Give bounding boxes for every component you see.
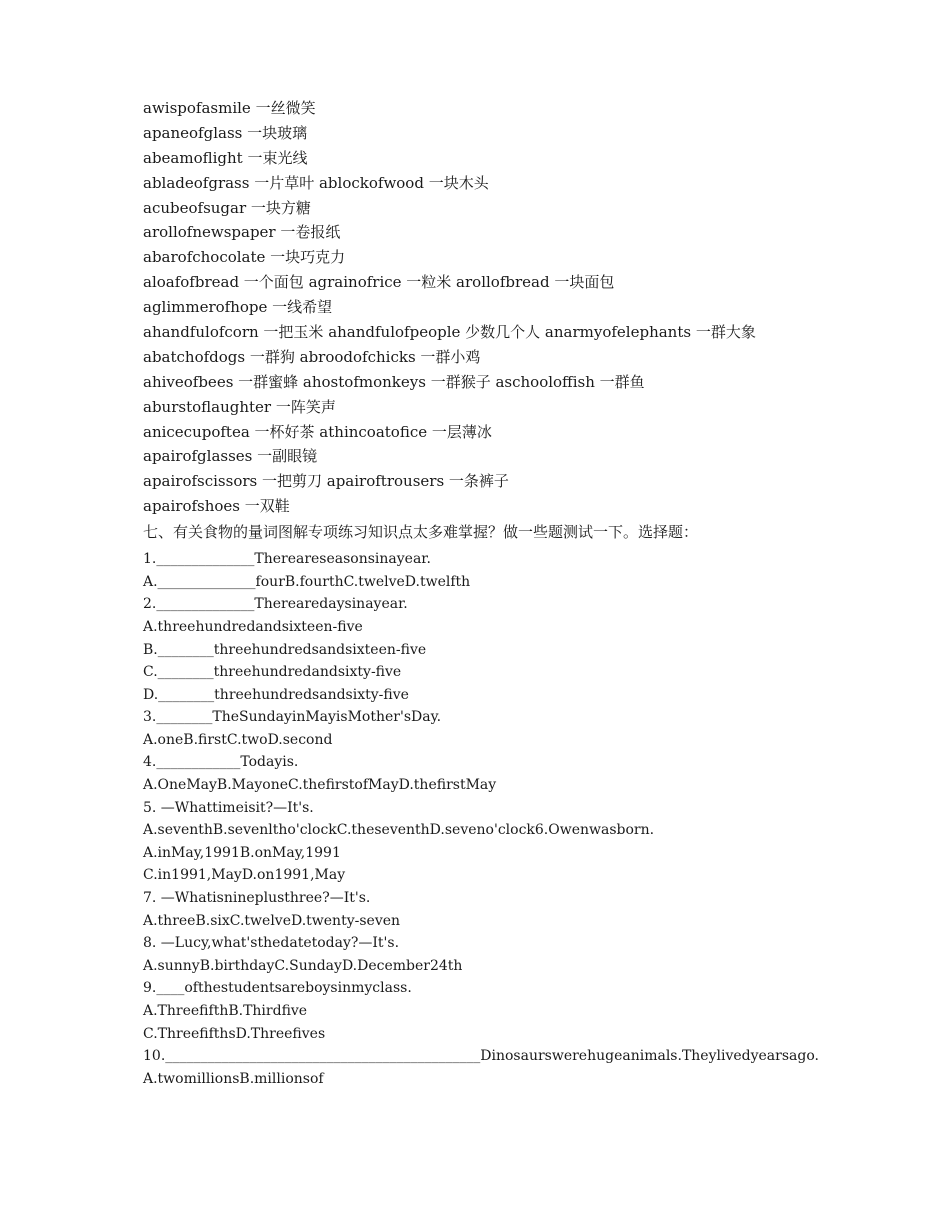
- phrase-line: arollofnewspaper 一卷报纸: [143, 223, 341, 242]
- question-line: C.________threehundredandsixty-five: [143, 664, 402, 681]
- question-line: A.threehundredandsixteen-five: [143, 618, 363, 635]
- question-line: C.in1991,MayD.on1991,May: [143, 867, 346, 884]
- phrase-line: abladeofgrass 一片草叶 ablockofwood 一块木头: [143, 173, 489, 192]
- phrase-line: apairofshoes 一双鞋: [143, 497, 290, 516]
- phrase-line: abeamoflight 一束光线: [143, 148, 308, 167]
- phrase-list: [143, 96, 863, 519]
- question-line: 9.____ofthestudentsareboysinmyclass.: [143, 980, 412, 997]
- phrase-line: ahiveofbees 一群蜜蜂 ahostofmonkeys 一群猴子 aschooloffish 一群鱼: [143, 372, 645, 391]
- question-line: A.seventhB.sevenltho'clockC.theseventhD.seveno'clock6.Owenwasborn.: [143, 822, 655, 839]
- question-line: 4.____________Todayis.: [143, 754, 299, 771]
- question-line: A.______________fourB.fourthC.twelveD.twelfth: [143, 573, 471, 590]
- question-line: A.twomillionsB.millionsof: [143, 1070, 324, 1087]
- question-line: A.inMay,1991B.onMay,1991: [143, 844, 341, 861]
- question-line: A.ThreefifthB.Thirdfive: [143, 1003, 308, 1020]
- question-line: C.ThreefifthsD.Threefives: [143, 1025, 326, 1042]
- question-list: [143, 548, 863, 1090]
- question-line: 2.______________Therearedaysinayear.: [143, 596, 408, 613]
- question-line: D.________threehundredsandsixty-five: [143, 686, 409, 703]
- question-line: A.sunnyB.birthdayC.SundayD.December24th: [143, 957, 463, 974]
- phrase-line: apairofscissors 一把剪刀 apairoftrousers 一条裤子: [143, 472, 509, 491]
- question-line: 5. —Whattimeisit?—It's.: [143, 799, 314, 816]
- phrase-line: anicecupoftea 一杯好茶 athincoatofice 一层薄冰: [143, 422, 492, 441]
- question-line: A.OneMayB.MayoneC.thefirstofMayD.thefirstMay: [143, 777, 497, 794]
- question-line: 1.______________Thereareseasonsinayear.: [143, 551, 431, 568]
- phrase-line: ahandfulofcorn 一把玉米 ahandfulofpeople 少数几个人 anarmyofelephants 一群大象: [143, 323, 756, 342]
- phrase-line: aloafofbread 一个面包 agrainofrice 一粒米 arollofbread 一块面包: [143, 273, 615, 292]
- phrase-line: aburstoflaughter 一阵笑声: [143, 397, 336, 416]
- section-heading: 七、有关食物的量词图解专项练习知识点太多难掌握？做一些题测试一下。选择题：: [143, 523, 699, 542]
- phrase-line: aglimmerofhope 一线希望: [143, 298, 333, 317]
- phrase-line: apaneofglass 一块玻璃: [143, 123, 308, 142]
- question-line: A.oneB.firstC.twoD.second: [143, 731, 333, 748]
- question-line: B.________threehundredsandsixteen-five: [143, 641, 427, 658]
- question-line: A.threeB.sixC.twelveD.twenty-seven: [143, 912, 401, 929]
- question-line: 8. —Lucy,what'sthedatetoday?—It's.: [143, 935, 400, 952]
- question-line: 10._____________________________________________Dinosaurswerehugeanimals.Theylivedyearsago.: [143, 1048, 819, 1065]
- phrase-line: acubeofsugar 一块方糖: [143, 198, 311, 217]
- phrase-line: apairofglasses 一副眼镜: [143, 447, 318, 466]
- question-line: 7. —Whatisnineplusthree?—It's.: [143, 890, 371, 907]
- phrase-line: abatchofdogs 一群狗 abroodofchicks 一群小鸡: [143, 347, 481, 366]
- phrase-line: awispofasmile 一丝微笑: [143, 99, 316, 117]
- question-line: 3.________TheSundayinMayisMother'sDay.: [143, 709, 442, 726]
- phrase-line: abarofchocolate 一块巧克力: [143, 248, 346, 267]
- document-page: [143, 96, 863, 1090]
